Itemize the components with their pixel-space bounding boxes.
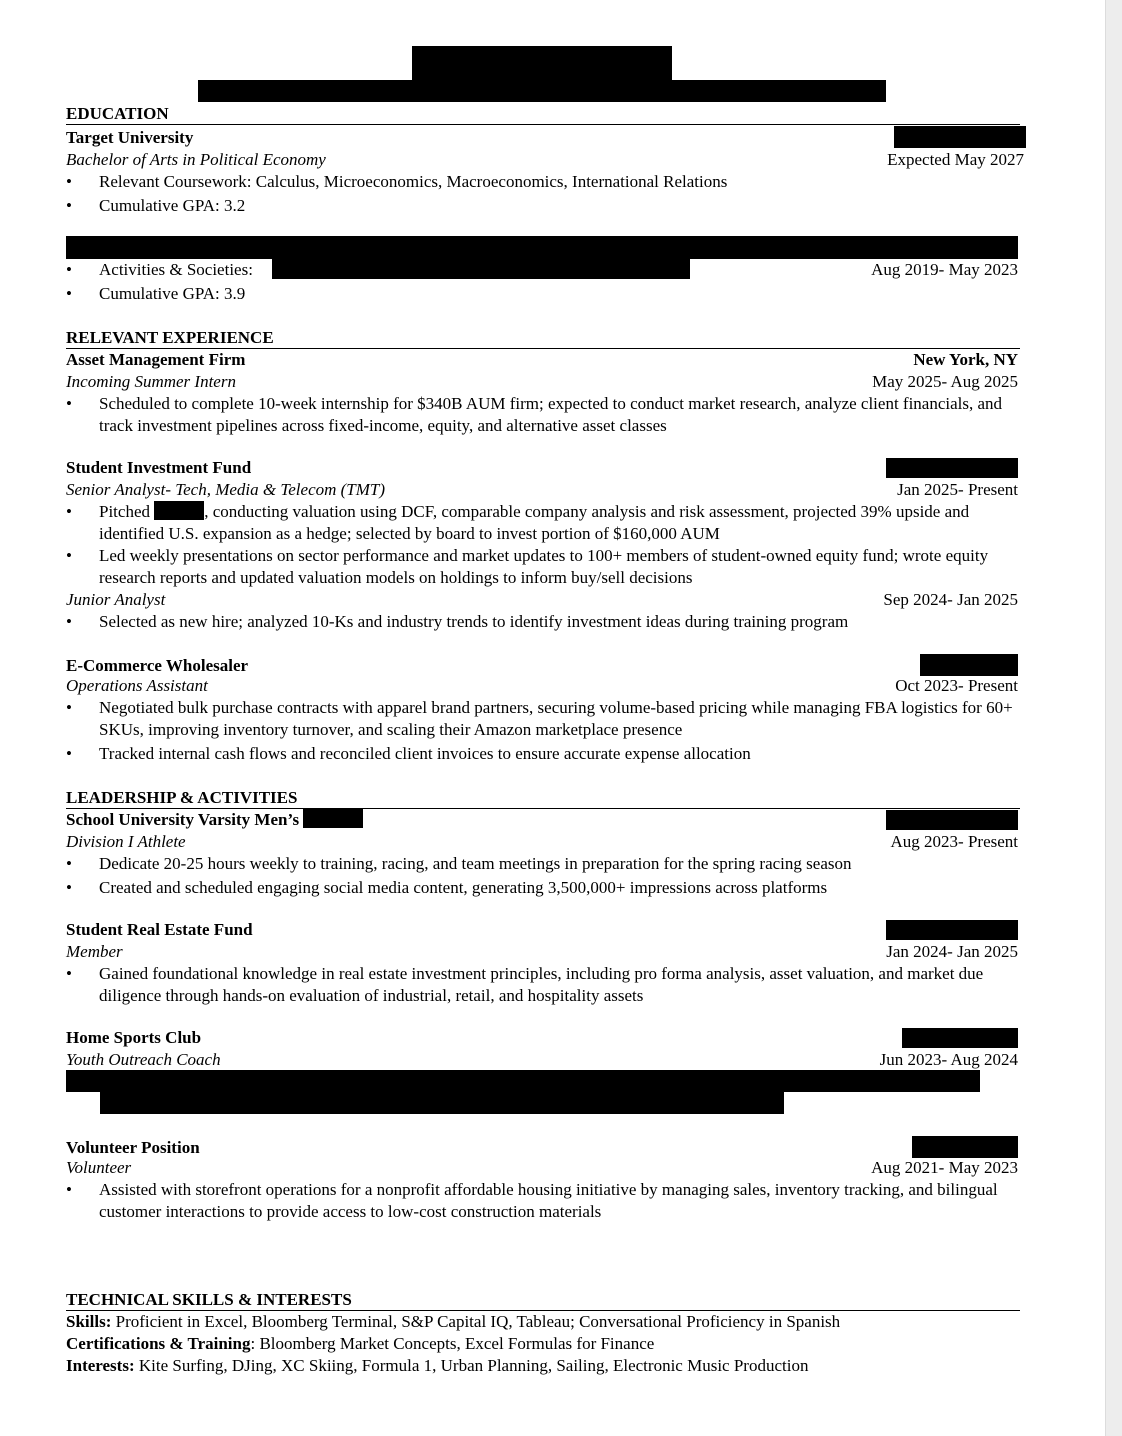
bullet-text: Negotiated bulk purchase contracts with apparel brand partners, securing volume-based pricing while managing FBA logistics for 60+ SKUs, improving inventory turnover, and scaling their Amazon marketplace presence — [99, 698, 1013, 739]
redacted-bullet-line-1 — [66, 1070, 980, 1092]
list-item — [66, 393, 1018, 437]
bullet-text: Scheduled to complete 10-week internship for $340B AUM firm; expected to conduct market research, analyze client financials, and track investment pipelines across fixed-income, equity, and alternative asset classes — [99, 394, 1003, 435]
skills-label: Skills: — [66, 1312, 112, 1331]
redacted-location — [886, 810, 1018, 830]
list-item — [66, 963, 1018, 1007]
bullet-text: Tracked internal cash flows and reconciled client invoices to ensure accurate expense allocation — [99, 744, 751, 763]
skills-line — [66, 1311, 840, 1333]
role-date: Aug 2023- Present — [890, 832, 1018, 851]
bullet-text: Cumulative GPA: 3.2 — [99, 196, 246, 215]
redacted-location — [886, 458, 1018, 478]
redacted-activities — [272, 258, 690, 279]
role-title: Youth Outreach Coach — [66, 1050, 221, 1069]
location: New York, NY — [913, 350, 1018, 369]
org-name: Asset Management Firm — [66, 350, 246, 369]
section-heading-experience: RELEVANT EXPERIENCE — [66, 327, 1020, 349]
bullet-icon: • — [66, 546, 72, 565]
redacted-location — [902, 1028, 1018, 1048]
bullet-icon: • — [66, 854, 72, 873]
section-heading-education: EDUCATION — [66, 103, 1020, 125]
redacted-bullet-line-2 — [100, 1092, 784, 1114]
role-title: Member — [66, 942, 123, 961]
skills-text: Proficient in Excel, Bloomberg Terminal, S&P Capital IQ, Tableau; Conversational Proficiency in Spanish — [111, 1312, 841, 1331]
org-name: Home Sports Club — [66, 1028, 202, 1047]
redacted-sport — [303, 809, 363, 828]
list-item — [66, 171, 1018, 193]
bullet-icon: • — [66, 1180, 72, 1199]
bullet-icon: • — [66, 284, 72, 303]
bullet-icon: • — [66, 878, 72, 897]
certifications-label: Certifications & Training — [66, 1334, 251, 1353]
section-heading-leadership: LEADERSHIP & ACTIVITIES — [66, 787, 1020, 809]
interests-text: Kite Surfing, DJing, XC Skiing, Formula 1, Urban Planning, Sailing, Electronic Music Production — [134, 1356, 809, 1375]
role-date: May 2025- Aug 2025 — [872, 372, 1018, 391]
role-title: Division I Athlete — [66, 832, 186, 851]
education-date: Aug 2019- May 2023 — [871, 260, 1018, 279]
certifications-text: : Bloomberg Market Concepts, Excel Formulas for Finance — [250, 1334, 655, 1353]
resume-page — [66, 0, 1024, 1436]
interests-label: Interests: — [66, 1356, 135, 1375]
vertical-scrollbar[interactable] — [1105, 0, 1122, 1436]
org-name: Student Investment Fund — [66, 458, 252, 477]
education-date: Expected May 2027 — [887, 150, 1024, 169]
bullet-text — [99, 501, 1018, 545]
role-date: Aug 2021- May 2023 — [871, 1158, 1018, 1177]
bullet-text: Led weekly presentations on sector performance and market updates to 100+ members of student-owned equity fund; wrote equity research reports and updated valuation models on holdings to inform buy/sell decisions — [99, 546, 989, 587]
certifications-line — [66, 1333, 654, 1355]
list-item — [66, 611, 1018, 633]
redacted-school-line — [66, 236, 1018, 259]
redacted-location — [886, 920, 1018, 940]
list-item — [66, 1179, 1018, 1223]
role-title: Incoming Summer Intern — [66, 372, 236, 391]
bullet-icon: • — [66, 394, 72, 413]
bullet-icon: • — [66, 260, 72, 279]
bullet-text: Selected as new hire; analyzed 10-Ks and industry trends to identify investment ideas during training program — [99, 612, 849, 631]
bullet-text: Gained foundational knowledge in real estate investment principles, including pro forma analysis, asset valuation, and market due diligence through hands-on evaluation of industrial, retail, and hospitality assets — [99, 964, 984, 1005]
pitched-prefix: Pitched — [99, 502, 150, 521]
list-item — [66, 697, 1018, 741]
bullet-icon: • — [66, 196, 72, 215]
role-date: Sep 2024- Jan 2025 — [883, 590, 1018, 609]
role-title: Operations Assistant — [66, 676, 208, 695]
bullet-text: Activities & Societies: — [99, 260, 253, 279]
role-date: Jan 2025- Present — [897, 480, 1018, 499]
bullet-icon: • — [66, 698, 72, 717]
role-date: Oct 2023- Present — [895, 676, 1018, 695]
bullet-icon: • — [66, 502, 72, 521]
bullet-text: Created and scheduled engaging social media content, generating 3,500,000+ impressions across platforms — [99, 878, 828, 897]
redacted-company — [154, 501, 204, 520]
bullet-text: Cumulative GPA: 3.9 — [99, 284, 246, 303]
bullet-text: Assisted with storefront operations for a nonprofit affordable housing initiative by managing sales, inventory tracking, and bilingual customer interactions to provide access to low-cost construction materials — [99, 1180, 998, 1221]
list-item — [66, 283, 1018, 305]
role-title: Senior Analyst- Tech, Media & Telecom (TMT) — [66, 480, 386, 499]
school-name: Target University — [66, 128, 194, 147]
list-item — [66, 195, 1018, 217]
org-name: E-Commerce Wholesaler — [66, 656, 249, 675]
bullet-text: Relevant Coursework: Calculus, Microeconomics, Macroeconomics, International Relations — [99, 172, 728, 191]
list-item — [66, 501, 1018, 545]
role-title: Volunteer — [66, 1158, 132, 1177]
bullet-icon: • — [66, 172, 72, 191]
bullet-icon: • — [66, 612, 72, 631]
org-name — [66, 809, 363, 831]
bullet-icon: • — [66, 744, 72, 763]
org-name-text: School University Varsity Men’s — [66, 810, 300, 829]
redacted-location — [894, 126, 1026, 148]
role-date: Jun 2023- Aug 2024 — [879, 1050, 1018, 1069]
list-item — [66, 853, 1018, 875]
redacted-location — [920, 654, 1018, 676]
bullet-text: Dedicate 20-25 hours weekly to training, racing, and team meetings in preparation for the spring racing season — [99, 854, 852, 873]
interests-line — [66, 1355, 808, 1377]
list-item — [66, 743, 1018, 765]
list-item — [66, 877, 1018, 899]
list-item — [66, 545, 1018, 589]
org-name: Student Real Estate Fund — [66, 920, 253, 939]
org-name: Volunteer Position — [66, 1138, 200, 1157]
section-heading-skills: TECHNICAL SKILLS & INTERESTS — [66, 1289, 1020, 1311]
role-title: Junior Analyst — [66, 590, 166, 609]
redacted-location — [912, 1136, 1018, 1158]
pitched-rest: , conducting valuation using DCF, comparable company analysis and risk assessment, projected 39% upside and identified U.S. expansion as a hedge; selected by board to invest portion of $160,000 AUM — [99, 502, 970, 543]
bullet-icon: • — [66, 964, 72, 983]
role-date: Jan 2024- Jan 2025 — [886, 942, 1018, 961]
degree: Bachelor of Arts in Political Economy — [66, 150, 326, 169]
